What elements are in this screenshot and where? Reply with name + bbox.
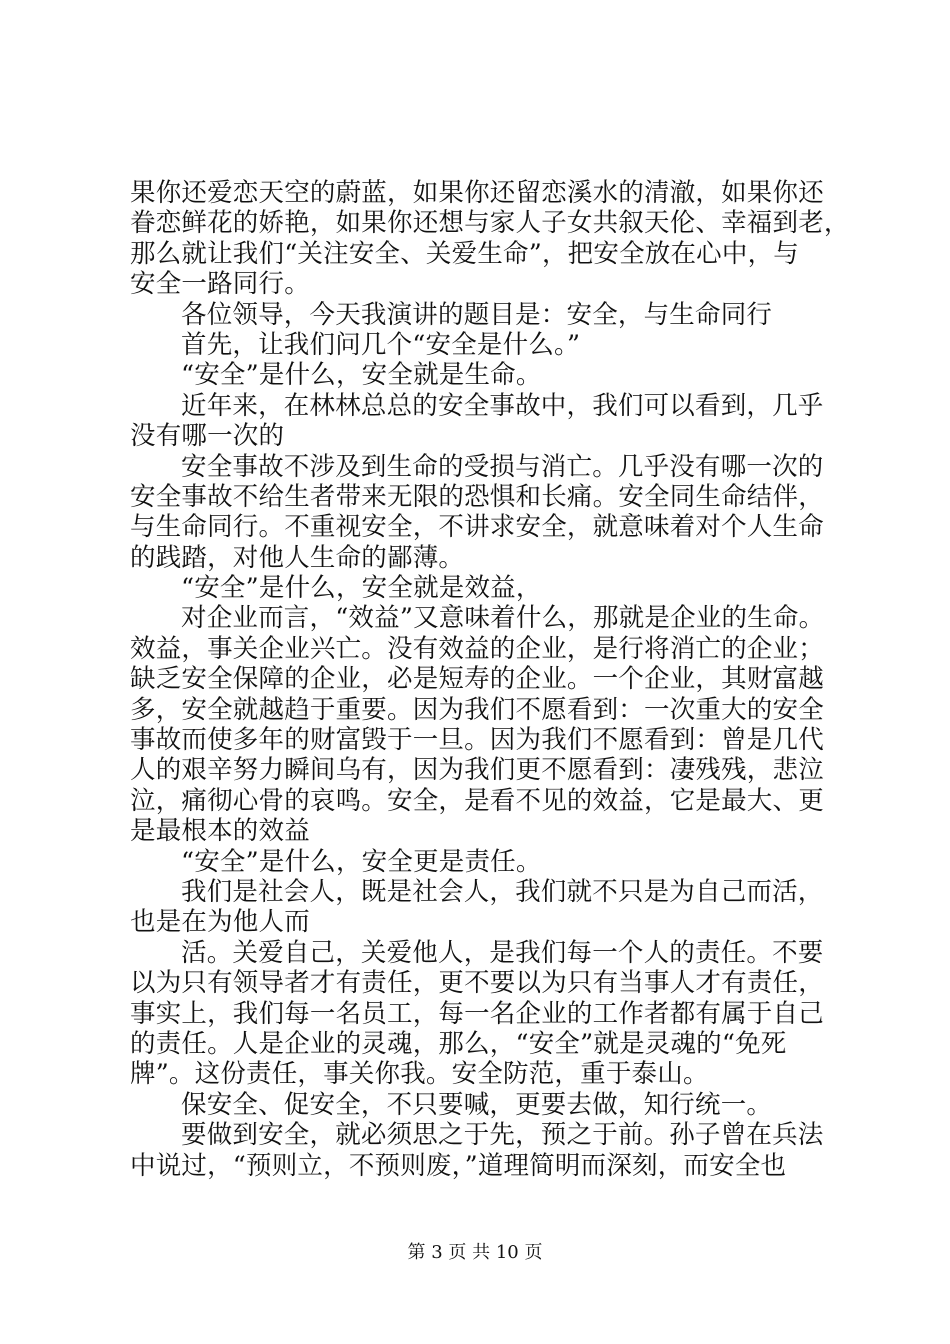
- text-line: 安全事故不给生者带来无限的恐惧和长痛。安全同生命结伴，: [130, 481, 824, 512]
- text-line: 活。关爱自己，关爱他人，是我们每一个人的责任。不要: [181, 937, 824, 968]
- text-line: 牌”。这份责任，事关你我。安全防范，重于泰山。: [130, 1059, 709, 1090]
- text-line: 效益，事关企业兴亡。没有效益的企业，是行将消亡的企业；: [130, 633, 824, 664]
- text-line: 多，安全就越趋于重要。因为我们不愿看到：一次重大的安全: [130, 694, 824, 725]
- document-body: [130, 178, 850, 1181]
- text-line: 事故而使多年的财富毁于一旦。因为我们不愿看到：曾是几代: [130, 725, 824, 756]
- text-line: “安全”是什么，安全更是责任。: [181, 846, 542, 877]
- text-line: 的责任。人是企业的灵魂，那么，“安全”就是灵魂的“免死: [130, 1028, 787, 1059]
- text-line: 近年来，在林林总总的安全事故中，我们可以看到，几乎: [181, 390, 824, 421]
- text-line: 人的艰辛努力瞬间乌有，因为我们更不愿看到：凄残残，悲泣: [130, 755, 824, 786]
- text-line: 以为只有领导者才有责任，更不要以为只有当事人才有责任，: [130, 968, 824, 999]
- text-line: 也是在为他人而: [130, 907, 310, 938]
- text-line: 那么就让我们“关注安全、关爱生命”，把安全放在心中，与: [130, 238, 799, 269]
- text-line: 缺乏安全保障的企业，必是短寿的企业。一个企业，其财富越: [130, 664, 824, 695]
- text-line: 的践踏，对他人生命的鄙薄。: [130, 542, 465, 573]
- text-line: 没有哪一次的: [130, 421, 285, 452]
- text-line: 各位领导，今天我演讲的题目是：安全，与生命同行: [181, 299, 773, 330]
- text-line: 安全一路同行。: [130, 269, 310, 300]
- text-line: 与生命同行。不重视安全，不讲求安全，就意味着对个人生命: [130, 512, 824, 543]
- text-line: 我们是社会人，既是社会人，我们就不只是为自己而活，: [181, 876, 824, 907]
- text-line: 保安全、促安全，不只要喊，更要去做，知行统一。: [181, 1089, 773, 1120]
- text-line: 是最根本的效益: [130, 816, 310, 847]
- text-line: “安全”是什么，安全就是效益，: [181, 573, 542, 604]
- text-line: 对企业而言，“效益”又意味着什么，那就是企业的生命。: [181, 603, 825, 634]
- text-line: 泣，痛彻心骨的哀鸣。安全，是看不见的效益，它是最大、更: [130, 785, 824, 816]
- text-line: 眷恋鲜花的娇艳，如果你还想与家人子女共叙天伦、幸福到老，: [130, 208, 850, 239]
- text-line: 首先，让我们问几个“安全是什么。”: [181, 329, 581, 360]
- text-line: 事实上，我们每一名员工，每一名企业的工作者都有属于自己: [130, 998, 824, 1029]
- page-footer: 第 3 页 共 10 页: [407, 1242, 543, 1263]
- text-line: 安全事故不涉及到生命的受损与消亡。几乎没有哪一次的: [181, 451, 824, 482]
- text-line: 果你还爱恋天空的蔚蓝，如果你还留恋溪水的清澈，如果你还: [130, 178, 824, 208]
- text-line: 中说过，“预则立，不预则废，”道理简明而深刻，而安全也: [130, 1150, 787, 1181]
- text-line: 要做到安全，就必须思之于先，预之于前。孙子曾在兵法: [181, 1120, 824, 1151]
- text-line: “安全”是什么，安全就是生命。: [181, 360, 542, 391]
